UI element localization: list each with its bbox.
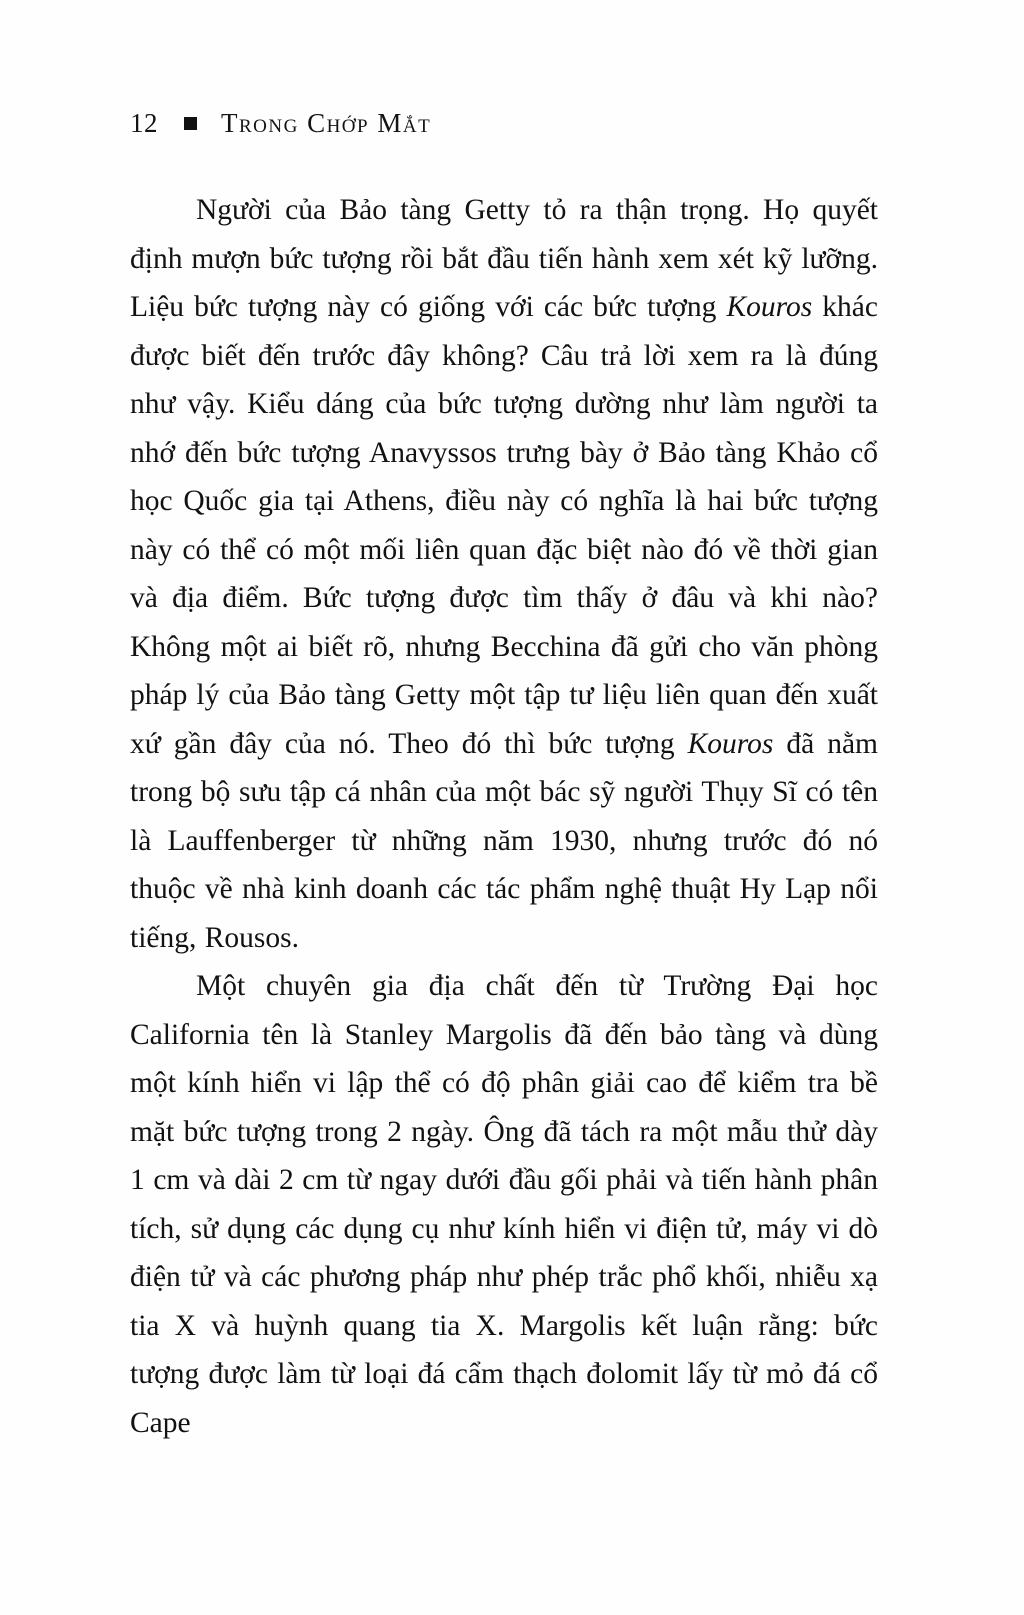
paragraph-1	[130, 186, 878, 962]
page-number: 12	[130, 108, 158, 138]
text-run: Người của Bảo tàng Getty tỏ ra thận trọng. Họ quyết định mượn bức tượng rồi bắt đầu tiến hành xem xét kỹ lưỡng. Liệu bức tượng này có giống với các bức tượng	[130, 194, 878, 323]
text-run: đã nằm trong bộ sưu tập cá nhân của một bác sỹ người Thụy Sĩ có tên là Lauffenberger từ những năm 1930, nhưng trước đó nó thuộc về nhà kinh doanh các tác phẩm nghệ thuật Hy Lạp nổi tiếng, Rousos.	[130, 727, 879, 954]
paragraph-2	[130, 962, 878, 1447]
text-run: khác được biết đến trước đây không? Câu trả lời xem ra là đúng như vậy. Kiểu dáng của bức tượng dường như làm người ta nhớ đến bức tượng Anavyssos trưng bày ở Bảo tàng Khảo cổ học Quốc gia tại Athens, điều này có nghĩa là hai bức tượng này có thể có một mối liên quan đặc biệt nào đó về thời gian và địa điểm. Bức tượng được tìm thấy ở đâu và khi nào? Không một ai biết rõ, nhưng Becchina đã gửi cho văn phòng pháp lý của Bảo tàng Getty một tập tư liệu liên quan đến xuất xứ gần đây của nó. Theo đó thì bức tượng	[130, 291, 878, 760]
body-text	[130, 186, 878, 1447]
italic-text-run: Kouros	[687, 727, 774, 760]
italic-text-run: Kouros	[726, 291, 813, 323]
page-header	[130, 108, 878, 139]
text-run: Một chuyên gia địa chất đến từ Trường Đại học California tên là Stanley Margolis đã đến bảo tàng và dùng một kính hiển vi lập thể có độ phân giải cao để kiểm tra bề mặt bức tượng trong 2 ngày. Ông đã tách ra một mẫu thử dày 1 cm và dài 2 cm từ ngay dưới đầu gối phải và tiến hành phân tích, sử dụng các dụng cụ như kính hiển vi điện tử, máy vi dò điện tử và các phương pháp như phép trắc phổ khối, nhiễu xạ tia X và huỳnh quang tia X. Margolis kết luận rằng: bức tượng được làm từ loại đá cẩm thạch đolomit lấy từ mỏ đá cổ Cape	[130, 970, 878, 1439]
square-bullet-icon	[184, 117, 197, 130]
running-title: Trong Chớp Mắt	[221, 108, 432, 138]
